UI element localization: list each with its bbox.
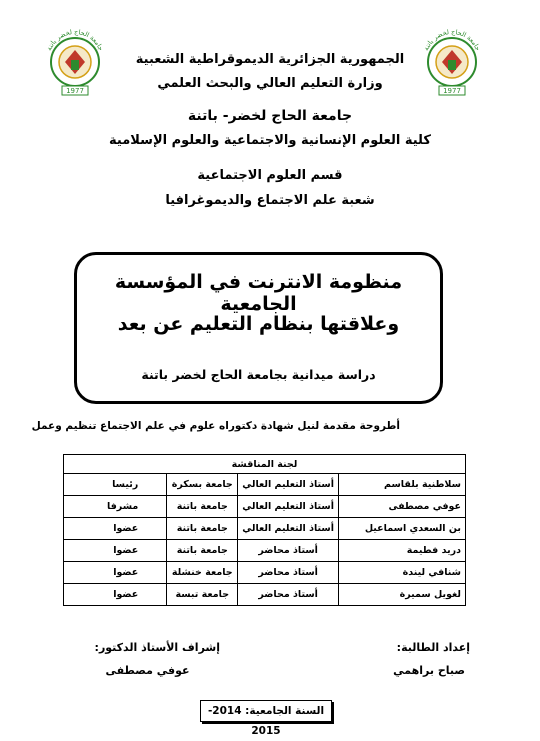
header-ministry: وزارة التعليم العالي والبحث العلمي [157,76,383,91]
jury-member-name: لغويل سميرة [339,584,466,606]
logo-ring-text: جامعة الحاج لخضر باتنة [45,27,105,52]
supervisor-name: عوفي مصطفى [105,664,190,677]
jury-table-title-row [64,455,466,474]
logo-year: 1977 [66,87,84,95]
table-row [64,496,466,518]
jury-title: لجنة المناقشة [64,455,466,474]
jury-member-name: بن السعدي اسماعيل [339,518,466,540]
jury-member-university: جامعة بسكرة [167,474,238,496]
thesis-title-line1: منظومة الانترنت في المؤسسة الجامعية [114,271,403,315]
prepared-by-label: إعداد الطالبة: [396,641,470,654]
table-row [64,562,466,584]
jury-member-university: جامعة باتنة [167,518,238,540]
header-department: قسم العلوم الاجتماعية [197,168,343,183]
jury-member-role: رئيسا [64,474,167,496]
jury-member-role: عضوا [64,562,167,584]
thesis-title-line2: وعلاقتها بنظام التعليم عن بعد [117,313,400,335]
jury-member-rank: أستاذ التعليم العالي [238,518,339,540]
jury-member-rank: أستاذ التعليم العالي [238,496,339,518]
academic-year: السنة الجامعية: 2014- 2015 [200,700,332,722]
jury-member-rank: أستاذ التعليم العالي [238,474,339,496]
supervisor-label: إشراف الأستاذ الدكتور: [94,641,220,654]
jury-member-rank: أستاذ محاضر [238,562,339,584]
logo-year: 1977 [443,87,461,95]
table-row [64,518,466,540]
header-faculty: كلية العلوم الإنسانية والاجتماعية والعلوم الإسلامية [109,133,431,148]
thesis-subtitle: دراسة ميدانية بجامعة الحاج لخضر باتنة [141,367,376,382]
jury-member-rank: أستاذ محاضر [238,540,339,562]
thesis-title-box [74,252,443,404]
jury-member-name: سلاطنية بلقاسم [339,474,466,496]
student-name: صباح براهمي [393,664,465,677]
jury-member-role: مشرفا [64,496,167,518]
jury-member-role: عضوا [64,584,167,606]
header-branch: شعبة علم الاجتماع والديموغرافيا [165,193,375,208]
jury-member-university: جامعة خنشلة [167,562,238,584]
jury-member-role: عضوا [64,540,167,562]
jury-member-university: جامعة باتنة [167,496,238,518]
logo-ring-text: جامعة الحاج لخضر باتنة [422,27,482,52]
jury-member-name: دريد فطيمة [339,540,466,562]
jury-member-university: جامعة تبسة [167,584,238,606]
table-row [64,584,466,606]
jury-member-rank: أستاذ محاضر [238,584,339,606]
header-republic: الجمهورية الجزائرية الديموقراطية الشعبية [135,52,405,67]
table-row [64,474,466,496]
header-university: جامعة الحاج لخضر- باتنة [187,108,353,124]
table-row [64,540,466,562]
jury-table [63,454,466,606]
jury-member-university: جامعة باتنة [167,540,238,562]
thesis-statement: أطروحة مقدمة لنيل شهادة دكتوراه علوم في علم الاجتماع تنظيم وعمل [31,420,400,432]
jury-member-name: شنافي ليندة [339,562,466,584]
jury-member-role: عضوا [64,518,167,540]
jury-member-name: عوفي مصطفى [339,496,466,518]
